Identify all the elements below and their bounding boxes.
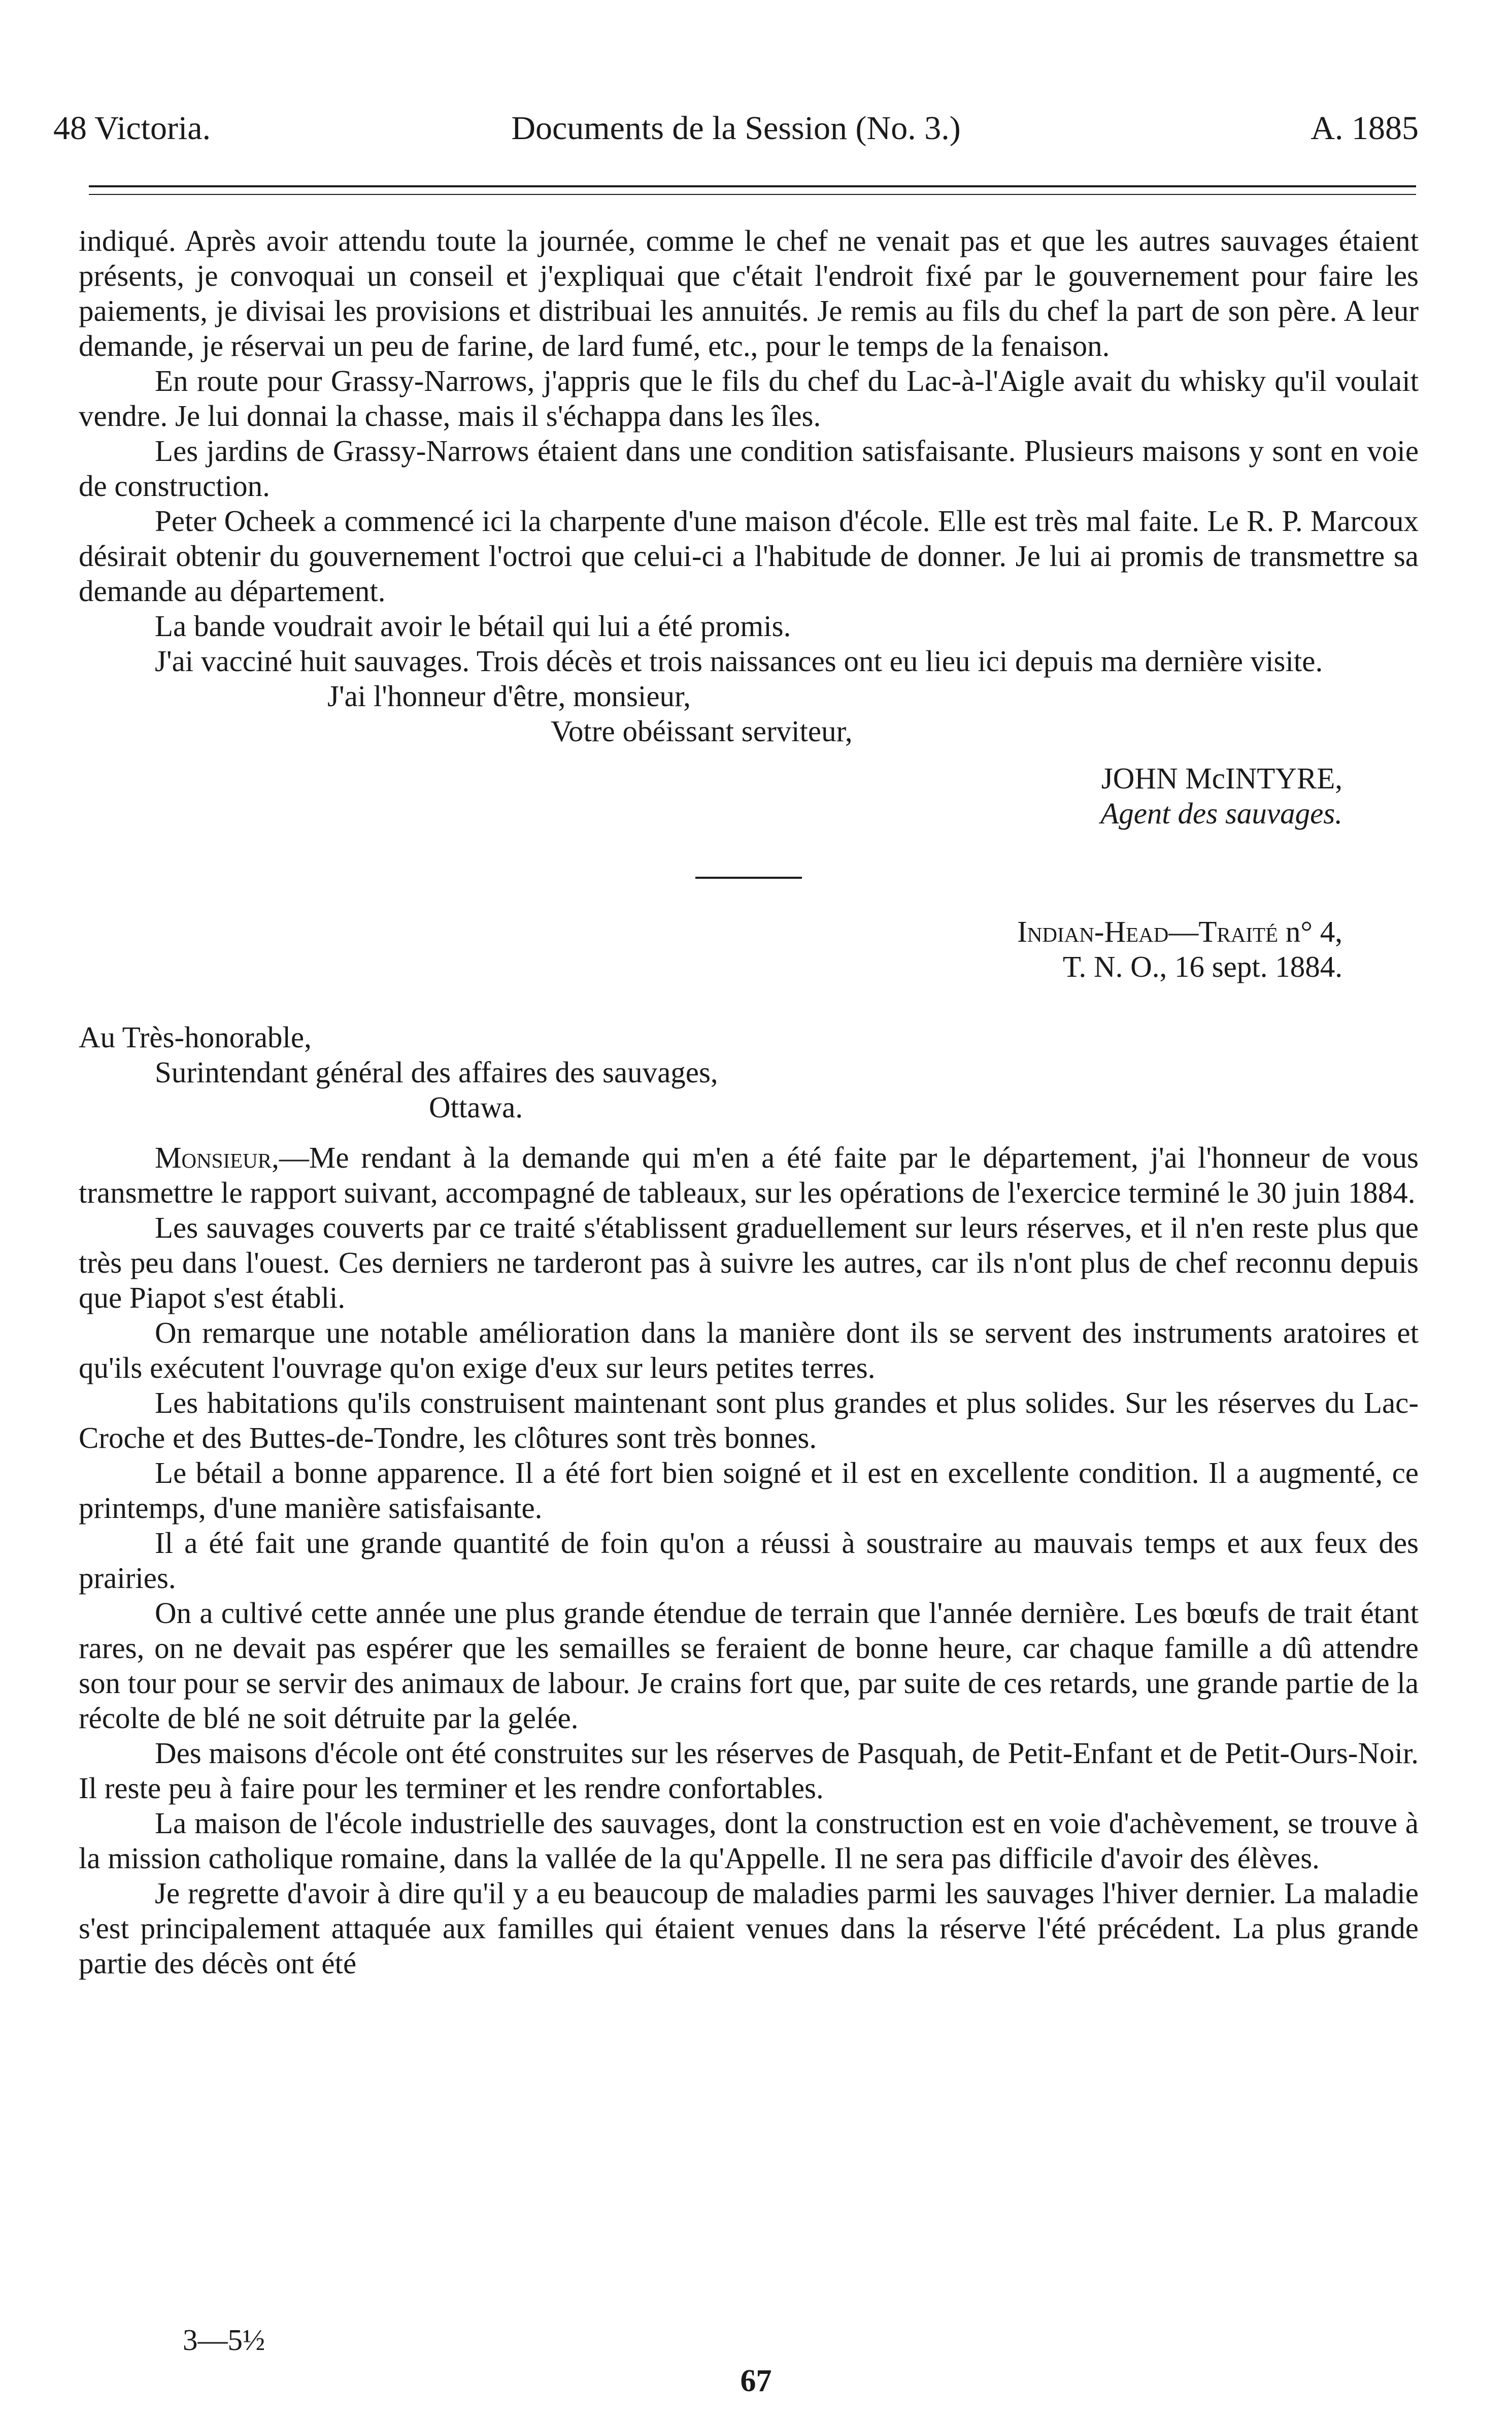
section-separator <box>695 877 802 879</box>
paragraph: On remarque une notable amélioration dans la manière dont ils se servent des instruments aratoires et qu'ils exécutent l'ouvrage qu'on exige d'eux sur leurs petites terres. <box>79 1316 1419 1384</box>
closing-line: Votre obéissant serviteur, <box>551 714 853 748</box>
address-line: Surintendant général des affaires des sauvages, <box>155 1055 718 1089</box>
signature-mark: 3—5½ <box>183 2323 265 2357</box>
paragraph: En route pour Grassy-Narrows, j'appris que le fils du chef du Lac-à-l'Aigle avait du whisky qu'il voulait vendre. Je lui donnai la chasse, mais il s'échappa dans les îles. <box>79 364 1419 433</box>
page-body <box>79 223 1419 1981</box>
letter-place <box>79 914 1419 949</box>
letter-place-suffix: n° 4, <box>1278 915 1342 948</box>
paragraph: Des maisons d'école ont été construites sur les réserves de Pasquah, de Petit-Enfant et de Petit-Ours-Noir. Il reste peu à faire pour les terminer et les rendre confortables. <box>79 1736 1419 1805</box>
paragraph: Les sauvages couverts par ce traité s'établissent graduellement sur leurs réserves, et il n'en reste plus que très peu dans l'ouest. Ces derniers ne tarderont pas à suivre les autres, car ils n'ont plus de chef reconnu depuis que Piapot s'est établi. <box>79 1211 1419 1314</box>
paragraph: Le bétail a bonne apparence. Il a été fort bien soigné et il est en excellente condition. Il a augmenté, ce printemps, d'une manière satisfaisante. <box>79 1456 1419 1525</box>
letter-date: T. N. O., 16 sept. 1884. <box>1062 950 1342 983</box>
address-line: Au Très-honorable, <box>79 1020 312 1054</box>
paragraph: J'ai vacciné huit sauvages. Trois décès et trois naissances ont eu lieu ici depuis ma dernière visite. <box>155 644 1323 678</box>
salutation: Monsieur, <box>155 1141 279 1174</box>
header-year: A. 1885 <box>1311 110 1419 147</box>
paragraph: Je regrette d'avoir à dire qu'il y a eu beaucoup de maladies parmi les sauvages l'hiver dernier. La maladie s'est principalement attaquée aux familles qui étaient venues dans la réserve l'été précédent. La plus grande partie des décès ont été <box>79 1876 1419 1980</box>
paragraph: Il a été fait une grande quantité de foin qu'on a réussi à soustraire au mauvais temps et aux feux des prairies. <box>79 1526 1419 1595</box>
paragraph: Les jardins de Grassy-Narrows étaient dans une condition satisfaisante. Plusieurs maisons y sont en voie de construction. <box>79 434 1419 503</box>
header-rule-thin <box>89 194 1416 195</box>
header-volume: 48 Victoria. <box>53 110 211 147</box>
address-line: Ottawa. <box>429 1090 523 1124</box>
paragraph: Les habitations qu'ils construisent maintenant sont plus grandes et plus solides. Sur les réserves du Lac-Croche et des Buttes-de-Tondre, les clôtures sont très bonnes. <box>79 1386 1419 1454</box>
running-header <box>53 109 1419 150</box>
header-title: Documents de la Session (No. 3.) <box>511 110 961 147</box>
paragraph: La bande voudrait avoir le bétail qui lui a été promis. <box>155 609 791 643</box>
page-number: 67 <box>740 2364 772 2398</box>
paragraph: Peter Ocheek a commencé ici la charpente d'une maison d'école. Elle est très mal faite. Le R. P. Marcoux désirait obtenir du gouvernement l'octroi que celui-ci a l'habitude de donner. Je lui ai promis de transmettre sa demande au département. <box>79 504 1419 608</box>
closing-line: J'ai l'honneur d'être, monsieur, <box>327 679 691 713</box>
header-rule-thick <box>89 185 1416 187</box>
signature-name: JOHN McINTYRE, <box>1101 761 1342 795</box>
paragraph: indiqué. Après avoir attendu toute la journée, comme le chef ne venait pas et que les autres sauvages étaient présents, je convoquai un conseil et j'expliquai que c'était l'endroit fixé par le gouvernement pour faire les paiements, je divisai les provisions et distribuai les annuités. Je remis au fils du chef la part de son père. A leur demande, je réservai un peu de farine, de lard fumé, etc., pour le temps de la fenaison. <box>79 224 1419 362</box>
letter-place-name: Indian-Head—Traité <box>1017 915 1279 948</box>
paragraph: La maison de l'école industrielle des sauvages, dont la construction est en voie d'achèvement, se trouve à la mission catholique romaine, dans la vallée de la qu'Appelle. Il ne sera pas difficile d'avoir des élèves. <box>79 1806 1419 1875</box>
signature-title: Agent des sauvages. <box>1100 797 1342 830</box>
paragraph <box>79 1140 1419 1210</box>
paragraph: On a cultivé cette année une plus grande étendue de terrain que l'année dernière. Les bœufs de trait étant rares, on ne devait pas espérer que les semailles se feraient de bonne heure, car chaque famille a dû attendre son tour pour se servir des animaux de labour. Je crains fort que, par suite de ces retards, une grande partie de la récolte de blé ne soit détruite par la gelée. <box>79 1596 1419 1735</box>
paragraph-text: —Me rendant à la demande qui m'en a été faite par le département, j'ai l'honneur de vous transmettre le rapport suivant, accompagné de tableaux, sur les opérations de l'exercice terminé le 30 juin 1884. <box>79 1141 1419 1209</box>
